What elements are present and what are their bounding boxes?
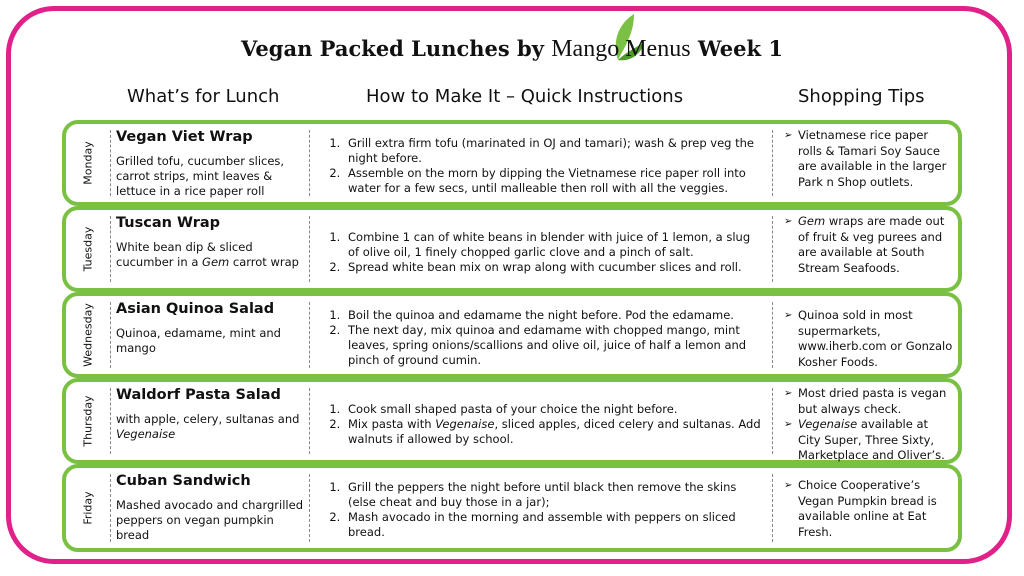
instructions-cell [322,480,762,540]
column-divider [772,216,773,282]
shopping-tip: ➢ Quinoa sold in most supermarkets, www.iherb.com or Gonzalo Kosher Foods. [784,308,954,370]
instruction-step: 1. Boil the quinoa and edamame the night before. Pod the edamame. [344,308,762,323]
shopping-tip: ➢ Vietnamese rice paper rolls & Tamari Soy Sauce are available in the larger Park n Shop outlets. [784,128,954,190]
column-divider [110,474,111,542]
title-week: Week 1 [697,36,783,61]
column-divider [772,302,773,368]
instruction-step: 2. Spread white bean mix on wrap along with cucumber slices and roll. [344,260,762,275]
day-label: Wednesday [81,303,95,367]
lunch-description: Grilled tofu, cucumber slices, carrot strips, mint leaves & lettuce in a rice paper roll [116,154,285,198]
day-row-thursday [62,378,962,464]
instructions-cell [322,308,762,368]
column-divider [309,388,310,454]
day-row-tuesday [62,206,962,292]
instruction-step: 2. Mash avocado in the morning and assemble with peppers on sliced bread. [344,510,762,540]
column-divider [110,130,111,196]
lunch-name: Asian Quinoa Salad [116,301,275,317]
instructions-list [322,308,762,368]
shopping-tips-cell [784,128,954,190]
shopping-tip: ➢ Vegenaise available at City Super, Three Sixty, Marketplace and Oliver’s. [784,417,954,464]
lunch-name: Vegan Viet Wrap [116,129,253,145]
day-row-monday [62,120,962,206]
lunch-name: Tuscan Wrap [116,215,221,231]
day-label-cell [66,124,110,202]
lunch-cell [116,472,306,543]
instruction-step: 1. Combine 1 can of white beans in blender with juice of 1 lemon, a slug of olive oil, 1 finely chopped garlic clove and a pinch of salt. [344,230,762,260]
column-divider [309,302,310,368]
lunch-name: Cuban Sandwich [116,473,251,489]
day-label-cell [66,468,110,548]
shopping-tips-cell [784,386,954,464]
instruction-step: 2. The next day, mix quinoa and edamame with chopped mango, mint leaves, spring onions/scallions and olive oil, juice of half a lemon and pinch of ground cumin. [344,323,762,368]
instruction-step: 2. Mix pasta with Vegenaise, sliced apples, diced celery and sultanas. Add walnuts if allowed by school. [344,417,762,447]
column-divider [309,130,310,196]
column-divider [772,130,773,196]
day-row-friday [62,464,962,552]
brand-name: Mango Menus [551,36,691,62]
shopping-tip: ➢ Choice Cooperative’s Vegan Pumpkin bread is available online at Eat Fresh. [784,478,954,540]
instructions-cell [322,402,762,447]
column-divider [772,388,773,454]
shopping-tips-cell [784,214,954,276]
instruction-step: 2. Assemble on the morn by dipping the Vietnamese rice paper roll into water for a few secs, until malleable then roll with all the veggies. [344,166,762,196]
lunch-name: Waldorf Pasta Salad [116,387,281,403]
instruction-step: 1. Grill extra firm tofu (marinated in OJ and tamari); wash & prep veg the night before. [344,136,762,166]
day-label: Friday [81,491,95,525]
instructions-cell [322,136,762,196]
lunch-cell [116,128,306,199]
lunch-description: Quinoa, edamame, mint and mango [116,326,281,355]
page-title [0,36,1024,63]
day-label-cell [66,296,110,374]
instructions-list [322,230,762,275]
column-divider [110,216,111,282]
column-divider [110,388,111,454]
instruction-step: 1. Grill the peppers the night before until black then remove the skins (else cheat and buy those in a jar); [344,480,762,510]
lunch-cell [116,214,306,270]
column-divider [309,474,310,542]
shopping-tip: ➢ Most dried pasta is vegan but always check. [784,386,954,417]
title-prefix: Vegan Packed Lunches by [241,36,544,61]
day-label: Monday [81,141,95,185]
day-label: Thursday [81,395,95,447]
instructions-list [322,480,762,540]
column-header-tips: Shopping Tips [798,86,925,107]
instructions-list [322,402,762,447]
instructions-list [322,136,762,196]
day-label-cell [66,382,110,460]
column-divider [309,216,310,282]
column-header-instructions: How to Make It – Quick Instructions [366,86,684,107]
lunch-cell [116,300,306,356]
column-header-lunch: What’s for Lunch [127,86,280,107]
column-divider [772,474,773,542]
lunch-description: with apple, celery, sultanas and Vegenaise [116,412,300,441]
shopping-tips-cell [784,478,954,540]
lunch-description: White bean dip & sliced cucumber in a Gem carrot wrap [116,240,299,269]
instructions-cell [322,230,762,275]
lunch-description: Mashed avocado and chargrilled peppers on vegan pumpkin bread [116,498,303,542]
day-label: Tuesday [81,226,95,272]
shopping-tip: ➢ Gem wraps are made out of fruit & veg purees and are available at South Stream Seafoods. [784,214,954,276]
lunch-cell [116,386,306,442]
shopping-tips-cell [784,308,954,370]
day-row-wednesday [62,292,962,378]
instruction-step: 1. Cook small shaped pasta of your choice the night before. [344,402,762,417]
column-divider [110,302,111,368]
day-label-cell [66,210,110,288]
